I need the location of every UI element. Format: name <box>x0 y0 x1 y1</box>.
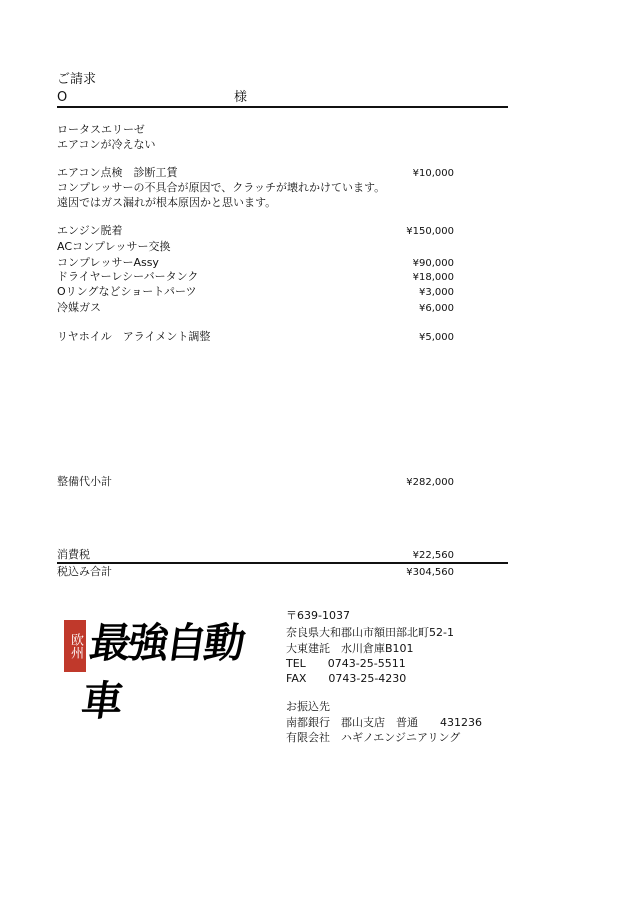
line-item-amount: ¥5,000 <box>419 332 454 343</box>
line-item-label: リヤホイル アライメント調整 <box>57 330 211 343</box>
subtotal-amount: ¥282,000 <box>406 477 454 488</box>
line-item-label: エアコン点検 診断工賃 <box>57 166 178 179</box>
line-item-amount: ¥10,000 <box>412 168 454 179</box>
postal-code: 〒639-1037 <box>286 609 350 622</box>
bank-heading: お振込先 <box>286 700 330 713</box>
company-logo <box>60 612 246 725</box>
header-rule <box>57 106 508 108</box>
bank-holder: 有限会社 ハギノエンジニアリング <box>286 731 461 744</box>
address-line: 奈良県大和郡山市額田部北町52-1 <box>286 626 454 639</box>
part-label: コンプレッサーAssy <box>57 256 159 269</box>
total-amount: ¥304,560 <box>406 567 454 578</box>
part-amount: ¥3,000 <box>419 287 454 298</box>
vehicle-model: ロータスエリーゼ <box>57 123 145 136</box>
invoice-title: ご請求 <box>57 72 97 87</box>
part-label: Oリングなどショートパーツ <box>57 285 197 298</box>
tax-amount: ¥22,560 <box>412 550 454 561</box>
diagnosis-note: コンプレッサーの不具合が原因で、クラッチが壊れかけています。 <box>57 181 386 194</box>
address-line: 大東建託 水川倉庫B101 <box>286 642 414 655</box>
bank-account: 南都銀行 郡山支店 普通 431236 <box>286 716 482 729</box>
line-item-amount: ¥150,000 <box>406 226 454 237</box>
total-label: 税込み合計 <box>57 565 112 578</box>
diagnosis-note: 遠因ではガス漏れが根本原因かと思います。 <box>57 196 277 209</box>
part-amount: ¥90,000 <box>412 258 454 269</box>
logo-seal: 欧州 <box>64 620 86 672</box>
total-rule <box>57 562 508 564</box>
logo-wordmark: 最強自動車 <box>78 619 246 725</box>
complaint: エアコンが冷えない <box>57 138 156 151</box>
line-item-label: エンジン脱着 <box>57 224 123 237</box>
subtotal-label: 整備代小計 <box>57 475 112 488</box>
recipient-name: O <box>57 90 68 105</box>
tel-number: TEL 0743-25-5511 <box>286 657 406 670</box>
line-item-sub: ACコンプレッサー交換 <box>57 240 171 253</box>
part-amount: ¥18,000 <box>412 272 454 283</box>
part-label: ドライヤーレシーバータンク <box>57 270 199 283</box>
tax-label: 消費税 <box>57 548 90 561</box>
part-amount: ¥6,000 <box>419 303 454 314</box>
fax-number: FAX 0743-25-4230 <box>286 672 407 685</box>
honorific: 様 <box>234 90 248 105</box>
part-label: 冷媒ガス <box>57 301 101 314</box>
